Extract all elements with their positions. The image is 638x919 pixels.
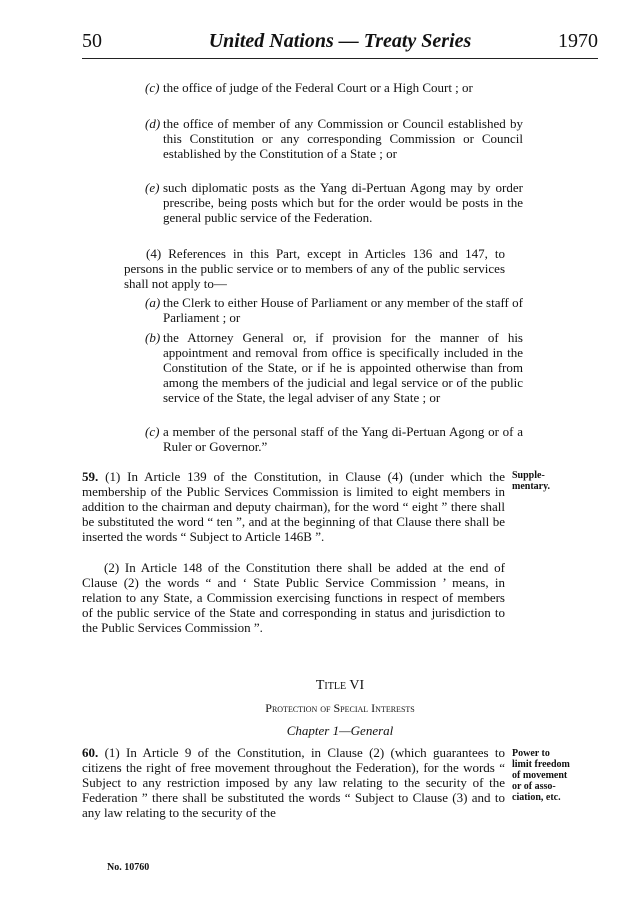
list-item-text: the Clerk to either House of Parliament or any member of the staff of Parliament ; or bbox=[163, 295, 523, 325]
title-subheading: Protection of Special Interests bbox=[265, 701, 415, 715]
running-title: United Nations — Treaty Series bbox=[208, 30, 472, 52]
header-year: 1970 bbox=[558, 30, 598, 52]
list-item-text: the office of judge of the Federal Court or a High Court ; or bbox=[163, 80, 473, 95]
list-item-text: a member of the personal staff of the Yang di-Pertuan Agong or of a Ruler or Governor.” bbox=[163, 424, 523, 454]
margin-note bbox=[512, 748, 570, 803]
list-item-text: the Attorney General or, if provision for the manner of his appointment and removal from office is specifically included in the Constitution of the State, or if he is appointed otherwise than from among the members of the judicial and legal service or of the public service of the State, the legal adviser of any State ; or bbox=[163, 330, 523, 405]
list-item-label: (c) bbox=[145, 424, 160, 439]
list-item-label: (d) bbox=[145, 116, 161, 131]
list-item bbox=[145, 180, 523, 225]
header-rule bbox=[82, 58, 598, 59]
paragraph bbox=[82, 560, 505, 635]
list-item-text: the office of member of any Commission or Council established by this Constitution or any corresponding Commission or Council established by the Constitution of a State ; or bbox=[163, 116, 523, 161]
list-item bbox=[145, 330, 523, 405]
list-item-label: (a) bbox=[145, 295, 161, 310]
list-item bbox=[145, 80, 523, 95]
list-item-label: (c) bbox=[145, 80, 160, 95]
margin-note-text: Supple-mentary. bbox=[512, 470, 551, 492]
page-number: 50 bbox=[82, 30, 102, 52]
list-item-label: (b) bbox=[145, 330, 161, 345]
list-item-text: such diplomatic posts as the Yang di-Pertuan Agong may by order prescribe, being posts which but for the order would be posts in the general public service of the Federation. bbox=[163, 180, 523, 225]
list-item bbox=[145, 424, 523, 454]
paragraph-text: (4) References in this Part, except in Articles 136 and 147, to persons in the public service or to members of any of the public services shall not apply to— bbox=[124, 246, 505, 291]
page-header bbox=[82, 30, 598, 58]
article-59 bbox=[82, 469, 505, 544]
article-number: 60. bbox=[82, 745, 99, 760]
margin-note bbox=[512, 470, 564, 492]
list-item-label: (e) bbox=[145, 180, 160, 195]
footer-registration-number: No. 10760 bbox=[107, 862, 150, 873]
article-number: 59. bbox=[82, 469, 99, 484]
paragraph bbox=[124, 246, 505, 291]
paragraph-text: (2) In Article 148 of the Constitution there shall be added at the end of Clause (2) the words “ and ‘ State Public Service Commission ’ means, in relation to any State, a Commission exercising functions in respect of members of the public service of the State and corresponding in status and jurisdiction to the Public Services Commission ”. bbox=[82, 560, 505, 635]
margin-note-text: Power to limit freedom of movement or of asso-ciation, etc. bbox=[512, 748, 570, 803]
article-60 bbox=[82, 745, 505, 820]
list-item bbox=[145, 295, 523, 325]
title-heading: Title VI bbox=[315, 678, 365, 693]
chapter-heading: Chapter 1—General bbox=[286, 723, 394, 738]
article-text: (1) In Article 139 of the Constitution, in Clause (4) (under which the membership of the Public Services Commission is limited to eight members in addition to the chairman and deputy chairman), for the word “ eight ” there shall be substituted the word “ ten ”, and at the beginning of that Clause there shall be inserted the words “ Subject to Article 146B ”. bbox=[82, 469, 505, 544]
list-item bbox=[145, 116, 523, 161]
article-text: (1) In Article 9 of the Constitution, in Clause (2) (which guarantees to citizens the right of free movement throughout the Federation), for the words “ Subject to any restriction imposed by any law relating to the security of the Federation ” there shall be substituted the words “ Subject to Clause (3) and to any law relating to the security of the bbox=[82, 745, 505, 820]
